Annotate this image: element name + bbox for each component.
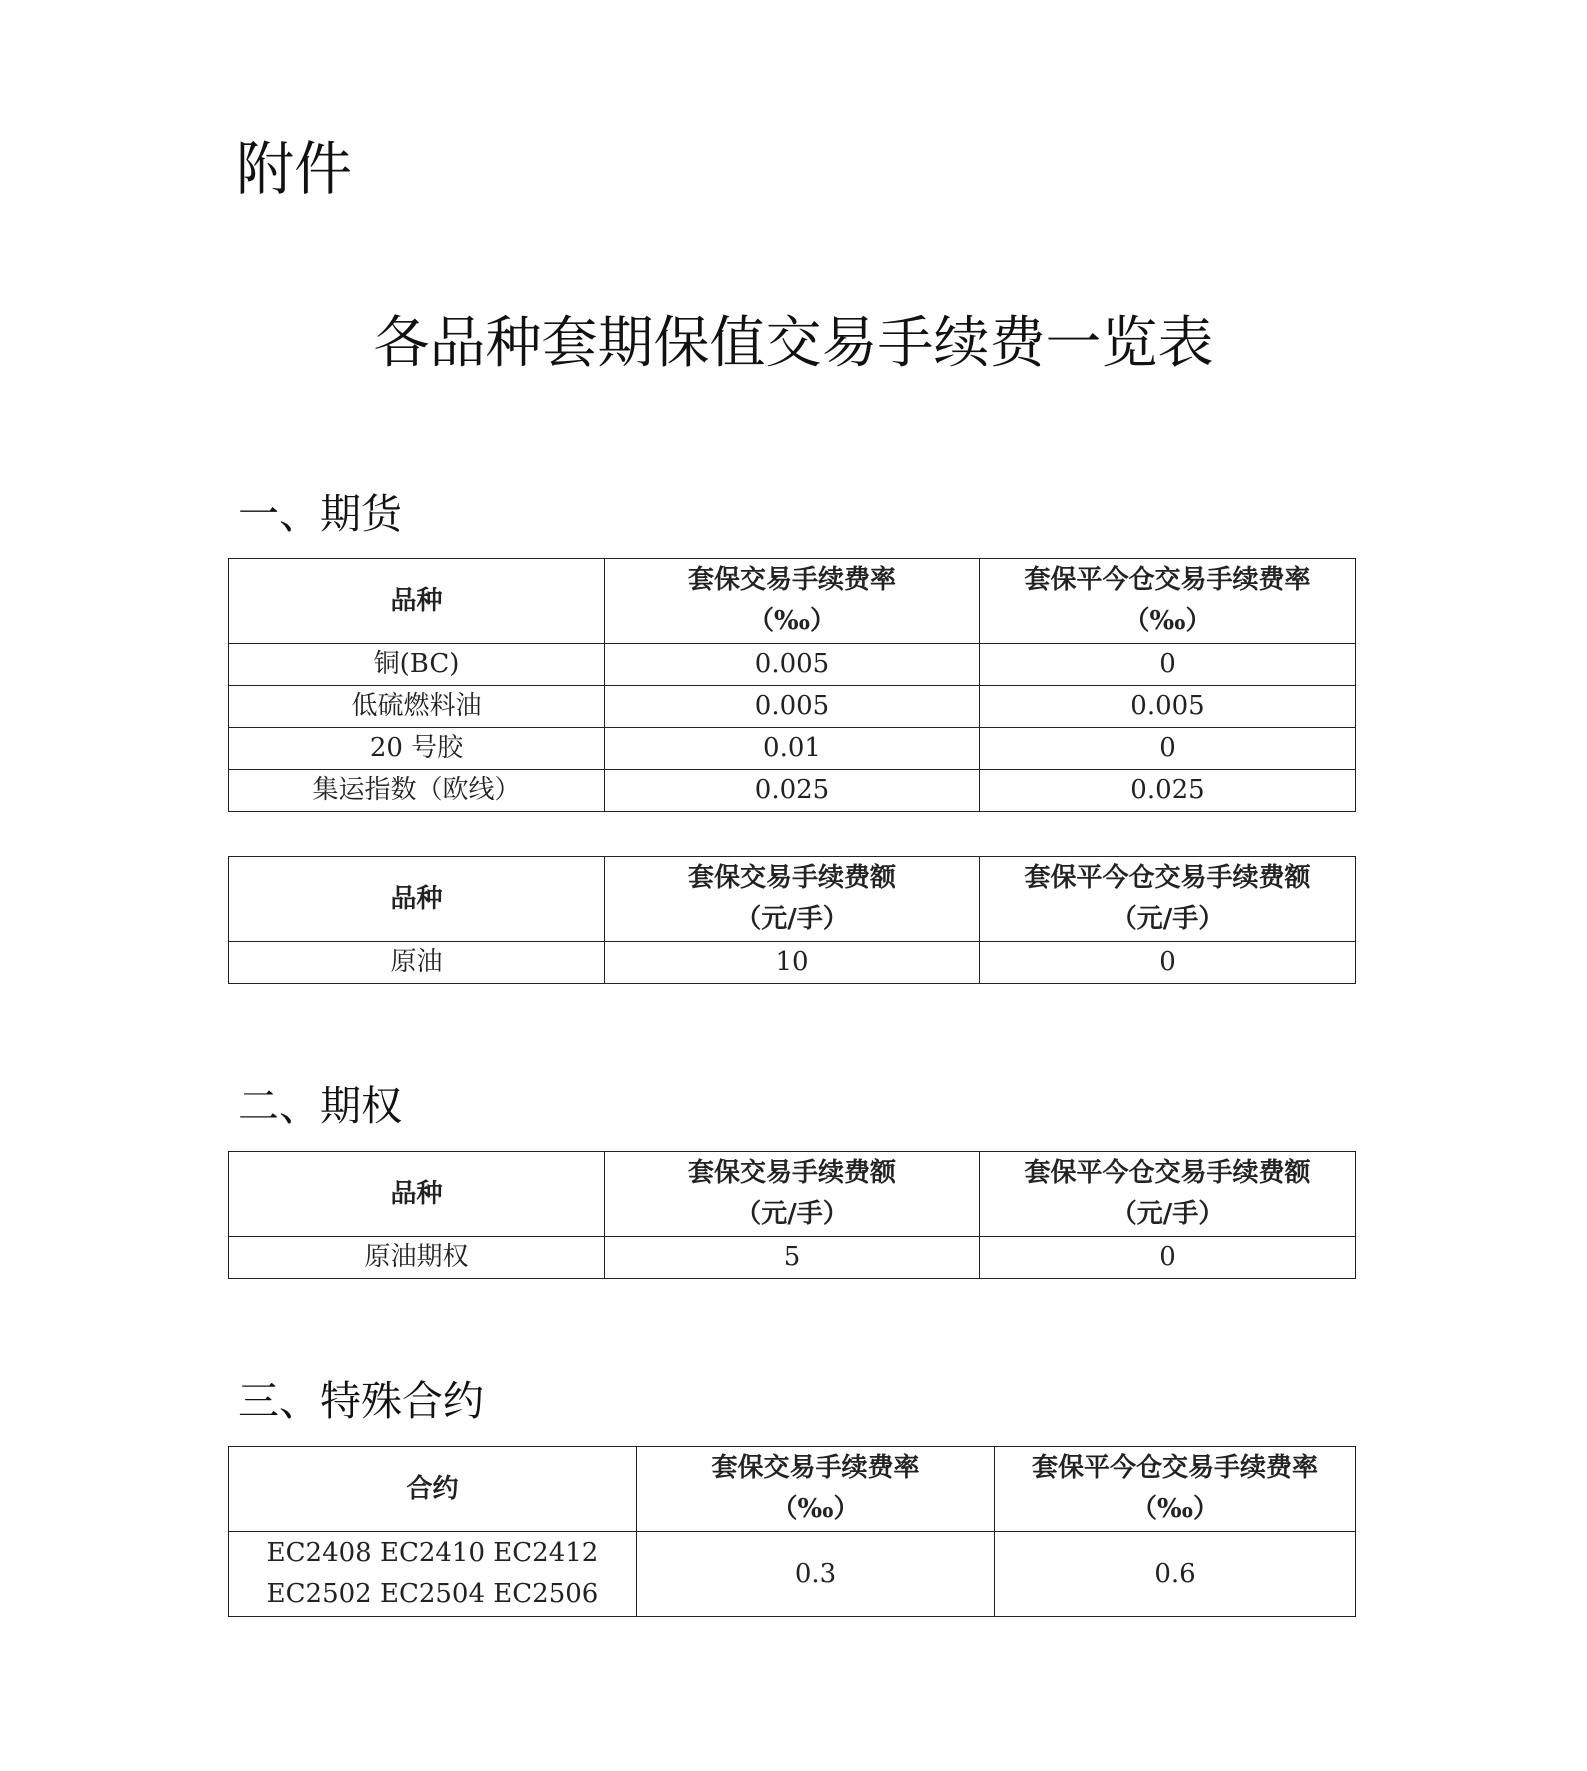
- cell-hedge-close-today-fee-amount: 0: [980, 942, 1356, 984]
- cell-hedge-close-today-fee-rate: 0.6: [995, 1532, 1356, 1617]
- cell-hedge-close-today-fee-amount: 0: [980, 1237, 1356, 1279]
- header-hedge-close-today-fee-rate: 套保平今仓交易手续费率 （‰）: [995, 1447, 1356, 1532]
- cell-hedge-fee-amount: 5: [605, 1237, 980, 1279]
- futures-rate-table: [228, 558, 1356, 812]
- futures-amount-table: [228, 856, 1356, 984]
- special-contracts-table: [228, 1446, 1356, 1617]
- header-hedge-fee-rate: 套保交易手续费率 （‰）: [637, 1447, 995, 1532]
- options-amount-table: [228, 1151, 1356, 1279]
- table-row: [229, 770, 1356, 812]
- table-header-row: [229, 1447, 1356, 1532]
- table-row: [229, 942, 1356, 984]
- section-heading-special-contracts: 三、特殊合约: [238, 1377, 484, 1425]
- table-row: [229, 644, 1356, 686]
- cell-hedge-close-today-fee-rate: 0: [980, 728, 1356, 770]
- header-variety: 品种: [229, 857, 605, 942]
- cell-variety: 原油: [229, 942, 605, 984]
- cell-contracts: EC2408 EC2410 EC2412 EC2502 EC2504 EC2506: [229, 1532, 637, 1617]
- table-row: [229, 728, 1356, 770]
- header-hedge-fee-amount: 套保交易手续费额 （元/手）: [605, 857, 980, 942]
- header-hedge-close-today-fee-amount: 套保平今仓交易手续费额 （元/手）: [980, 857, 1356, 942]
- header-variety: 品种: [229, 559, 605, 644]
- header-contract: 合约: [229, 1447, 637, 1532]
- table-header-row: [229, 559, 1356, 644]
- section-heading-futures: 一、期货: [238, 490, 402, 538]
- cell-hedge-fee-rate: 0.005: [605, 686, 980, 728]
- header-hedge-fee-rate: 套保交易手续费率 （‰）: [605, 559, 980, 644]
- header-hedge-fee-amount: 套保交易手续费额 （元/手）: [605, 1152, 980, 1237]
- table-header-row: [229, 857, 1356, 942]
- table-row: [229, 1237, 1356, 1279]
- cell-hedge-close-today-fee-rate: 0.025: [980, 770, 1356, 812]
- cell-variety: 20 号胶: [229, 728, 605, 770]
- table-header-row: [229, 1152, 1356, 1237]
- cell-variety: 集运指数（欧线）: [229, 770, 605, 812]
- cell-hedge-fee-rate: 0.01: [605, 728, 980, 770]
- header-hedge-close-today-fee-rate: 套保平今仓交易手续费率 （‰）: [980, 559, 1356, 644]
- cell-hedge-fee-rate: 0.025: [605, 770, 980, 812]
- page-title: 各品种套期保值交易手续费一览表: [373, 311, 1214, 376]
- table-row: [229, 1532, 1356, 1617]
- section-heading-options: 二、期权: [238, 1082, 402, 1130]
- cell-variety: 铜(BC): [229, 644, 605, 686]
- cell-hedge-fee-rate: 0.005: [605, 644, 980, 686]
- header-hedge-close-today-fee-amount: 套保平今仓交易手续费额 （元/手）: [980, 1152, 1356, 1237]
- cell-hedge-fee-rate: 0.3: [637, 1532, 995, 1617]
- cell-hedge-close-today-fee-rate: 0: [980, 644, 1356, 686]
- cell-variety: 低硫燃料油: [229, 686, 605, 728]
- header-variety: 品种: [229, 1152, 605, 1237]
- cell-hedge-close-today-fee-rate: 0.005: [980, 686, 1356, 728]
- cell-hedge-fee-amount: 10: [605, 942, 980, 984]
- table-row: [229, 686, 1356, 728]
- cell-variety: 原油期权: [229, 1237, 605, 1279]
- attachment-label: 附件: [236, 135, 353, 203]
